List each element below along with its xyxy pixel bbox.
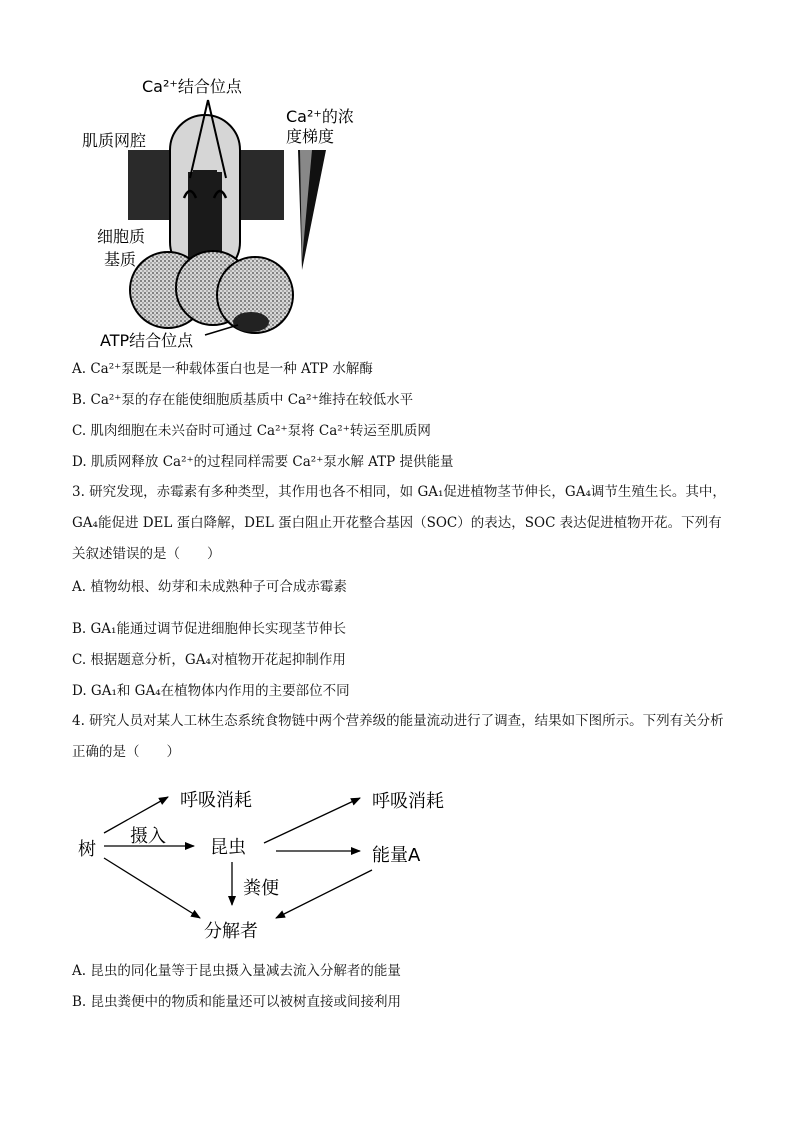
q2-option-a: A. Ca²⁺泵既是一种载体蛋白也是一种 ATP 水解酶 bbox=[72, 361, 373, 377]
q3-option-c: C. 根据题意分析，GA₄对植物开花起抑制作用 bbox=[72, 652, 346, 668]
label-sarcoplasmic-reticulum: 肌质网腔 bbox=[82, 131, 147, 150]
q3-option-a: A. 植物幼根、幼芽和未成熟种子可合成赤霉素 bbox=[72, 579, 347, 595]
q2-option-d: D. 肌质网释放 Ca²⁺的过程同样需要 Ca²⁺泵水解 ATP 提供能量 bbox=[72, 454, 454, 470]
label-gradient-line2: 度梯度 bbox=[286, 127, 335, 146]
q3-option-b: B. GA₁能通过调节促进细胞伸长实现茎节伸长 bbox=[72, 621, 346, 637]
label-feces: 粪便 bbox=[243, 878, 279, 899]
node-tree: 树 bbox=[78, 839, 96, 860]
arrow-insect-resp bbox=[264, 798, 360, 843]
q2-option-b: B. Ca²⁺泵的存在能使细胞质基质中 Ca²⁺维持在较低水平 bbox=[72, 392, 414, 408]
q4-option-a: A. 昆虫的同化量等于昆虫摄入量减去流入分解者的能量 bbox=[72, 963, 401, 979]
label-ingest: 摄入 bbox=[130, 826, 166, 847]
q4-option-b: B. 昆虫粪便中的物质和能量还可以被树直接或间接利用 bbox=[72, 994, 402, 1010]
label-binding-site: Ca²⁺结合位点 bbox=[142, 77, 242, 96]
label-cytoplasm-line2: 基质 bbox=[104, 250, 137, 269]
label-atp-binding-site: ATP结合位点 bbox=[100, 331, 194, 350]
label-gradient-line1: Ca²⁺的浓 bbox=[286, 107, 354, 126]
arrow-tree-decomposer bbox=[104, 858, 200, 918]
node-insect: 昆虫 bbox=[210, 837, 246, 858]
node-energy-a: 能量A bbox=[372, 845, 421, 866]
arrow-energy-decomposer bbox=[276, 870, 372, 918]
node-respiration-2: 呼吸消耗 bbox=[372, 791, 444, 812]
q4-stem: 4. 研究人员对某人工林生态系统食物链中两个营养级的能量流动进行了调查，结果如下图所示。下列有关分析正确的是（ ） bbox=[72, 713, 724, 760]
q3-stem: 3. 研究发现，赤霉素有多种类型，其作用也各不相同，如 GA₁促进植物茎节伸长，GA₄调节生殖生长。其中，GA₄能促进 DEL 蛋白降解，DEL 蛋白阻止开花整合基因（SOC）的表达，SOC 表达促进植物开花。下列有关叙述错误的是（ ） bbox=[72, 484, 726, 562]
label-cytoplasm-line1: 细胞质 bbox=[97, 227, 146, 246]
node-decomposer: 分解者 bbox=[204, 921, 258, 942]
node-respiration-1: 呼吸消耗 bbox=[180, 790, 252, 811]
q2-option-c: C. 肌肉细胞在未兴奋时可通过 Ca²⁺泵将 Ca²⁺转运至肌质网 bbox=[72, 423, 431, 439]
q3-option-d: D. GA₁和 GA₄在植物体内作用的主要部位不同 bbox=[72, 683, 350, 699]
